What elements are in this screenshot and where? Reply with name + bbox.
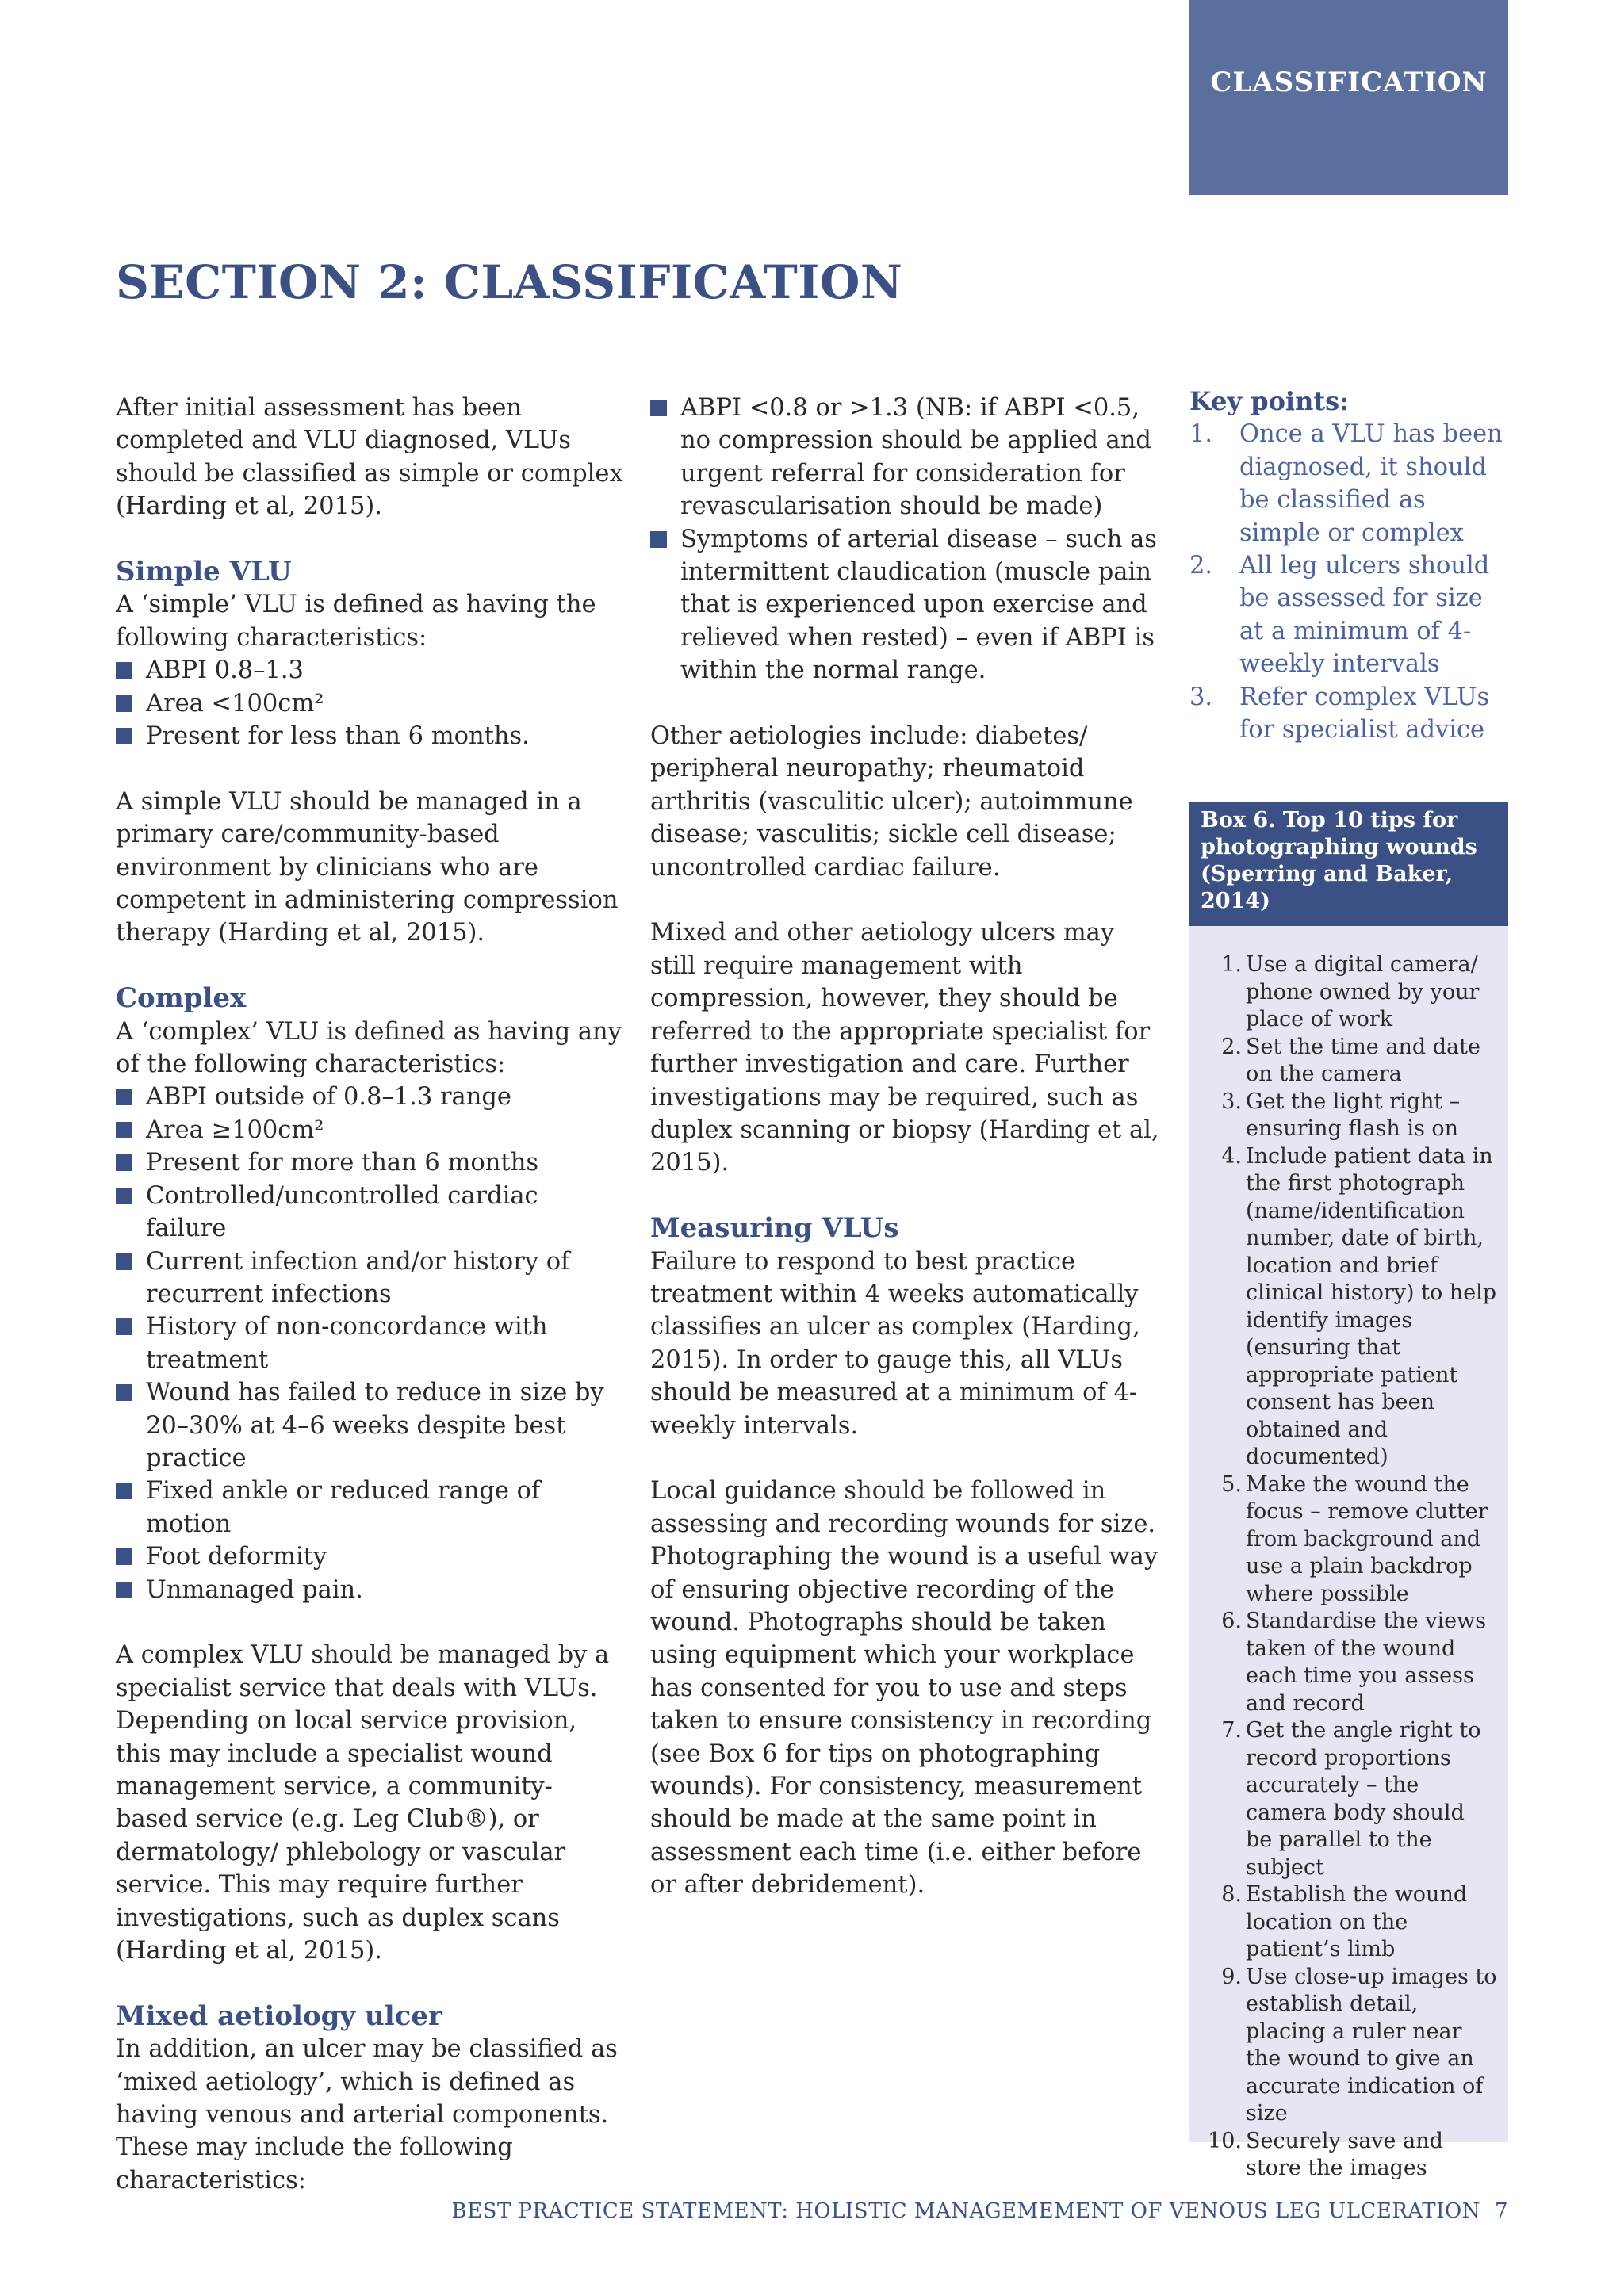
list-item: ABPI 0.8–1.3 bbox=[116, 654, 623, 687]
list-item: Controlled/uncontrolled cardiac failure bbox=[116, 1180, 623, 1246]
box-6-tips bbox=[1189, 802, 1508, 2180]
key-points bbox=[1189, 385, 1510, 746]
simple-vlu-definition: A ‘simple’ VLU is defined as having the following characteristics: bbox=[116, 591, 596, 652]
list-item: 2. All leg ulcers should be assessed for size at a minimum of 4-weekly intervals bbox=[1189, 552, 1490, 679]
list-item: 3. Refer complex VLUs for specialist advice bbox=[1189, 683, 1490, 744]
page-footer bbox=[452, 2199, 1508, 2223]
list-item: 8. Establish the wound location on the patient’s limb bbox=[1221, 1882, 1468, 1961]
mixed-other-paragraph: Mixed and other aetiology ulcers may still require management with compression, however, they should be referred to the appropriate specialist for further investigation and care. Further investigations may be required, such as duplex scanning or biopsy (Harding et al, 2015). bbox=[650, 919, 1159, 1177]
list-item: Present for more than 6 months bbox=[116, 1146, 623, 1179]
list-item: Wound has failed to reduce in size by 20–30% at 4–6 weeks despite best practice bbox=[116, 1376, 623, 1475]
measuring-vlus-paragraph: Failure to respond to best practice treatment within 4 weeks automatically classifies an ulcer as complex (Harding, 2015). In order to gauge this, all VLUs should be measured at a minimum of 4-weekly intervals. bbox=[650, 1247, 1140, 1440]
list-item: 3. Get the light right – ensuring flash is on bbox=[1221, 1089, 1461, 1141]
list-item: Area ≥100cm² bbox=[116, 1114, 623, 1146]
list-item: Symptoms of arterial disease – such as intermittent claudication (muscle pain that is experienced upon exercise and relieved when rested) – even if ABPI is within the normal range. bbox=[650, 523, 1166, 687]
mixed-aetiology-text: In addition, an ulcer may be classified as ‘mixed aetiology’, which is defined as having venous and arterial components. These may include the following characteristics: bbox=[116, 2035, 618, 2195]
box-6-title: Box 6. Top 10 tips for photographing wounds (Sperring and Baker, 2014) bbox=[1189, 802, 1508, 926]
page-title: SECTION 2: CLASSIFICATION bbox=[116, 255, 903, 309]
footer-title: BEST PRACTICE STATEMENT: HOLISTIC MANAGEMEMENT OF VENOUS LEG ULCERATION bbox=[451, 2199, 1480, 2223]
column-2 bbox=[650, 392, 1166, 1902]
tips-list bbox=[1189, 926, 1508, 2183]
list-item: 5. Make the wound the focus – remove clutter from background and use a plain backdrop where possible bbox=[1221, 1471, 1488, 1606]
mixed-aetiology-heading: Mixed aetiology ulcer bbox=[116, 1999, 442, 2032]
list-item: 7. Get the angle right to record proportions accurately – the camera body should be parallel to the subject bbox=[1221, 1718, 1481, 1880]
list-item: 4. Include patient data in the first photograph (name/identification number, date of birth, location and brief clinical history) to help identify images (ensuring that appropriate patient consent has been obtained and documented) bbox=[1221, 1143, 1497, 1469]
list-item: Foot deformity bbox=[116, 1540, 623, 1573]
list-item: ABPI outside of 0.8–1.3 range bbox=[116, 1081, 623, 1113]
other-aetiologies-paragraph: Other aetiologies include: diabetes/ peripheral neuropathy; rheumatoid arthritis (vasculitic ulcer); autoimmune disease; vasculitis; sickle cell disease; uncontrolled cardiac failure. bbox=[650, 722, 1133, 882]
list-item: 1. Use a digital camera/ phone owned by your place of work bbox=[1221, 952, 1480, 1031]
column-1 bbox=[116, 392, 623, 2197]
list-item: 9. Use close-up images to establish detail, placing a ruler near the wound to give an accurate indication of size bbox=[1221, 1964, 1497, 2126]
complex-heading: Complex bbox=[116, 982, 247, 1015]
list-item: Unmanaged pain. bbox=[116, 1574, 623, 1606]
list-item: Current infection and/or history of recurrent infections bbox=[116, 1246, 623, 1311]
intro-paragraph: After initial assessment has been completed and VLU diagnosed, VLUs should be classified as simple or complex (Harding et al, 2015). bbox=[116, 394, 623, 521]
section-tab-label: CLASSIFICATION bbox=[1210, 67, 1488, 98]
section-tab bbox=[1189, 0, 1508, 195]
list-item: Fixed ankle or reduced range of motion bbox=[116, 1475, 623, 1540]
simple-vlu-management: A simple VLU should be managed in a primary care/community-based environment by clinicians who are competent in administering compression therapy (Harding et al, 2015). bbox=[116, 787, 619, 947]
simple-vlu-list bbox=[116, 654, 623, 752]
page-number: 7 bbox=[1494, 2199, 1508, 2223]
complex-management: A complex VLU should be managed by a specialist service that deals with VLUs. Depending on local service provision, this may include a specialist wound management service, a community-based service (e.g. Leg Club®), or dermatology/ phlebology or vascular service. This may require further investigations, such as duplex scans (Harding et al, 2015). bbox=[116, 1641, 610, 1965]
list-item: History of non-concordance with treatment bbox=[116, 1311, 623, 1376]
local-guidance-paragraph: Local guidance should be followed in assessing and recording wounds for size. Photographing the wound is a useful way of ensuring objective recording of the wound. Photographs should be taken using equipment which your workplace has consented for you to use and steps taken to ensure consistency in recording (see Box 6 for tips on photographing wounds). For consistency, measurement should be made at the same point in assessment each time (i.e. either before or after debridement). bbox=[650, 1477, 1159, 1900]
list-item: 10. Securely save and store the images bbox=[1208, 2128, 1443, 2180]
list-item: Present for less than 6 months. bbox=[116, 720, 623, 752]
list-item: ABPI <0.8 or >1.3 (NB: if ABPI <0.5, no compression should be applied and urgent referral for consideration for revascularisation should be made) bbox=[650, 392, 1166, 523]
list-item: 1. Once a VLU has been diagnosed, it should be classified as simple or complex bbox=[1189, 420, 1503, 547]
list-item: Area <100cm² bbox=[116, 687, 623, 720]
measuring-vlus-heading: Measuring VLUs bbox=[650, 1212, 899, 1245]
list-item: 6. Standardise the views taken of the wound each time you assess and record bbox=[1221, 1609, 1487, 1716]
complex-definition: A ‘complex’ VLU is defined as having any of the following characteristics: bbox=[116, 1017, 622, 1079]
simple-vlu-heading: Simple VLU bbox=[116, 556, 292, 588]
complex-list bbox=[116, 1081, 623, 1606]
mixed-aetiology-list bbox=[650, 392, 1166, 687]
key-points-list bbox=[1189, 418, 1510, 746]
list-item: 2. Set the time and date on the camera bbox=[1221, 1034, 1480, 1086]
key-points-title: Key points: bbox=[1189, 386, 1349, 416]
